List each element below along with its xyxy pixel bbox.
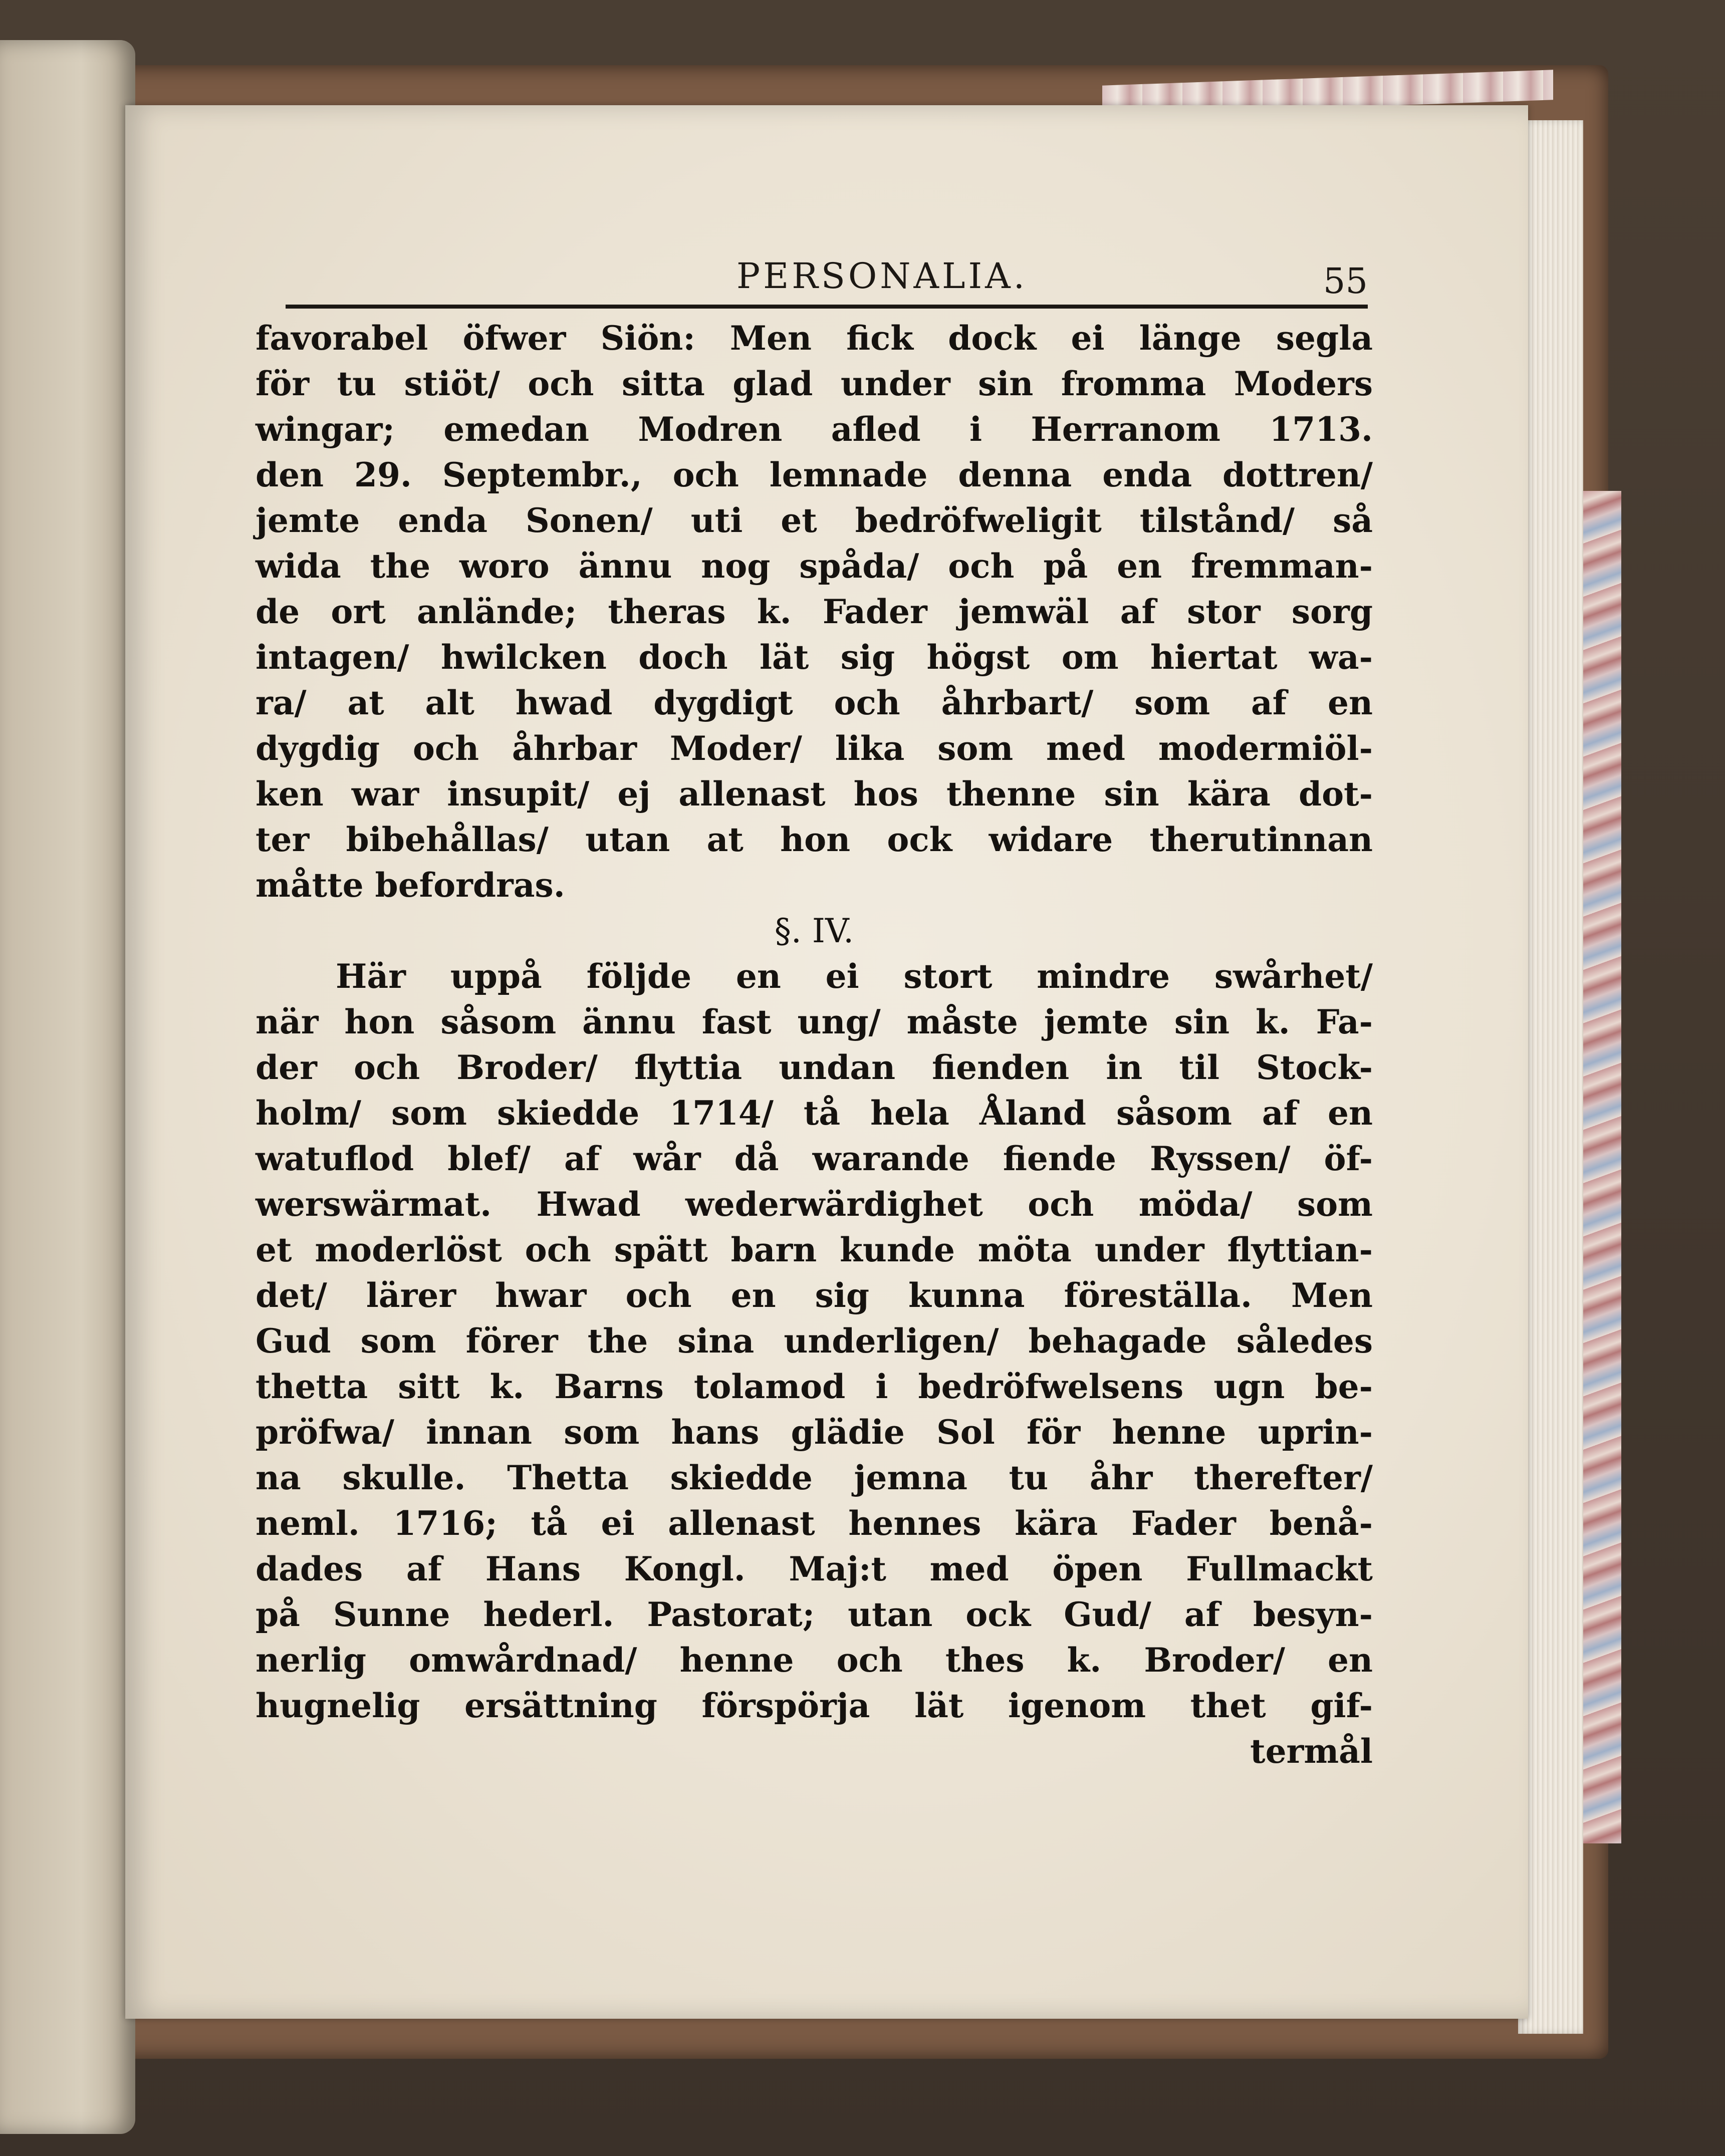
book-page xyxy=(125,105,1528,2019)
text-line: favorabel öfwer Siön: Men fick dock ei länge segla xyxy=(256,319,1373,358)
text-line: Här uppå följde en ei stort mindre swårhet/ xyxy=(336,957,1373,996)
head-rule-divider xyxy=(286,305,1368,309)
page-number: 55 xyxy=(1323,260,1368,302)
text-line: de ort anlände; theras k. Fader jemwäl af stor sorg xyxy=(256,592,1373,631)
text-line: dades af Hans Kongl. Maj:t med öpen Fullmackt xyxy=(256,1549,1373,1588)
text-line: ken war insupit/ ej allenast hos thenne sin kära dot- xyxy=(256,774,1373,814)
text-line: na skulle. Thetta skiedde jemna tu åhr therefter/ xyxy=(256,1458,1373,1497)
text-line: ter bibehållas/ utan at hon ock widare therutinnan xyxy=(256,820,1373,859)
text-line: wida the woro ännu nog spåda/ och på en fremman- xyxy=(256,547,1373,586)
text-line: för tu stiöt/ och sitta glad under sin fromma Moders xyxy=(256,364,1373,403)
text-line: intagen/ hwilcken doch lät sig högst om hiertat wa- xyxy=(256,638,1373,677)
catchword: termål xyxy=(1250,1732,1373,1771)
text-line: Gud som förer the sina underligen/ behagade således xyxy=(256,1321,1373,1361)
marbled-endpaper xyxy=(1578,491,1621,1843)
facing-page xyxy=(0,40,135,2134)
text-line: wingar; emedan Modren afled i Herranom 1713. xyxy=(256,410,1373,449)
text-line: den 29. Septembr., och lemnade denna enda dottren/ xyxy=(256,455,1373,494)
text-line: hugnelig ersättning förspörja lät igenom thet gif- xyxy=(256,1686,1373,1725)
text-line: werswärmat. Hwad wederwärdighet och möda/ som xyxy=(256,1185,1373,1224)
text-line: thetta sitt k. Barns tolamod i bedröfwelsens ugn be- xyxy=(256,1367,1373,1406)
text-line: när hon såsom ännu fast ung/ måste jemte sin k. Fa- xyxy=(256,1002,1373,1041)
text-line: der och Broder/ flyttia undan fienden in til Stock- xyxy=(256,1048,1373,1087)
text-line: pröfwa/ innan som hans glädie Sol för henne uprin- xyxy=(256,1413,1373,1452)
section-heading: §. IV. xyxy=(774,912,854,950)
text-line: nerlig omwårdnad/ henne och thes k. Broder/ en xyxy=(256,1641,1373,1680)
page-title: PERSONALIA. xyxy=(736,255,1028,297)
text-line: dygdig och åhrbar Moder/ lika som med modermiöl- xyxy=(256,729,1373,768)
text-line: på Sunne hederl. Pastorat; utan ock Gud/ af besyn- xyxy=(256,1595,1373,1634)
text-line: neml. 1716; tå ei allenast hennes kära Fader benå- xyxy=(256,1504,1373,1543)
text-line: jemte enda Sonen/ uti et bedröfweligit tilstånd/ så xyxy=(256,501,1373,540)
text-line: ra/ at alt hwad dygdigt och åhrbart/ som af en xyxy=(256,683,1373,722)
body-text xyxy=(256,316,1373,1774)
text-line: holm/ som skiedde 1714/ tå hela Åland såsom af en xyxy=(256,1094,1373,1133)
text-line: watuflod blef/ af wår då warande fiende Ryssen/ öf- xyxy=(256,1139,1373,1178)
text-line: et moderlöst och spätt barn kunde möta under flyttian- xyxy=(256,1230,1373,1269)
text-line: det/ lärer hwar och en sig kunna föreställa. Men xyxy=(256,1276,1373,1315)
text-line: måtte befordras. xyxy=(256,866,565,905)
